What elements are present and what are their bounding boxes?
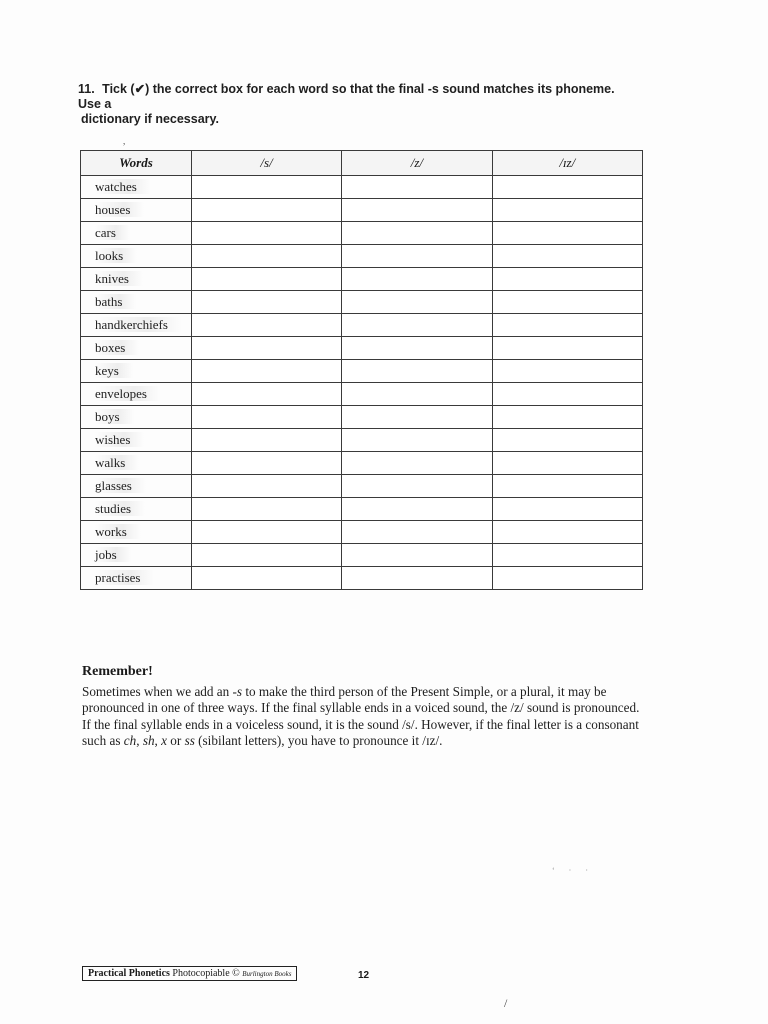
word-cell [81,314,192,337]
stray-mark: , [123,136,126,146]
footer-credit [82,966,297,981]
phoneme-table [80,150,643,590]
tick-box-iz[interactable] [492,176,642,199]
tick-box-z[interactable] [342,268,492,291]
word-label: boxes [95,340,139,355]
tick-box-s[interactable] [191,199,341,222]
tick-box-iz[interactable] [492,268,642,291]
word-label: wishes [95,432,144,447]
tick-box-z[interactable] [342,222,492,245]
word-label: knives [95,271,143,286]
remember-text-part: -s [232,684,243,699]
word-label: works [95,524,141,539]
tick-box-s[interactable] [191,245,341,268]
word-cell [81,268,192,291]
remember-text-part: or [167,733,185,749]
word-label: studies [95,501,145,516]
remember-text-part: ss [184,733,195,749]
tick-box-s[interactable] [191,521,341,544]
header-iz: /ɪz/ [492,151,642,176]
tick-box-s[interactable] [191,567,341,590]
word-label: baths [95,294,136,309]
tick-box-z[interactable] [342,291,492,314]
header-words: Words [81,151,192,176]
header-z: /z/ [342,151,492,176]
word-cell [81,222,192,245]
tick-box-iz[interactable] [492,567,642,590]
remember-text-part: to make the third person of the Present Simple, or a plural, it may be pronounced in one of three ways. If the final syllable ends in a voiced sound, the /z/ sound is pronounced. If the final syllable ends in a voiceless sound, it is the sound /s/. However, if the final letter is a consonant such as [82,684,640,749]
tick-box-s[interactable] [191,544,341,567]
table-row [81,406,643,429]
table-row [81,222,643,245]
word-label: glasses [95,478,146,493]
word-label: boys [95,409,134,424]
table-row [81,544,643,567]
tick-box-z[interactable] [342,406,492,429]
word-label: cars [95,225,130,240]
tick-box-s[interactable] [191,291,341,314]
tick-box-z[interactable] [342,314,492,337]
tick-box-z[interactable] [342,567,492,590]
tick-box-iz[interactable] [492,337,642,360]
remember-text-part: Sometimes when we add an [82,684,233,699]
tick-box-z[interactable] [342,475,492,498]
word-cell [81,383,192,406]
tick-box-s[interactable] [191,268,341,291]
tick-box-s[interactable] [191,314,341,337]
tick-box-z[interactable] [342,452,492,475]
exercise-instruction [78,82,638,127]
table-row [81,475,643,498]
remember-text-part: x [161,733,167,749]
table-row [81,268,643,291]
tick-box-s[interactable] [191,452,341,475]
tick-box-z[interactable] [342,383,492,406]
table-row [81,452,643,475]
word-cell [81,406,192,429]
scan-specks: ‘ · · [552,866,594,875]
tick-box-s[interactable] [191,498,341,521]
word-label: handkerchiefs [95,317,182,332]
header-s: /s/ [191,151,341,176]
word-cell [81,199,192,222]
tick-box-z[interactable] [342,337,492,360]
table-body [81,176,643,590]
word-cell [81,498,192,521]
tick-box-iz[interactable] [492,452,642,475]
footer-publisher: Burlington Books [242,970,292,978]
word-cell [81,337,192,360]
remember-title: Remember! [82,664,153,679]
tick-box-iz[interactable] [492,383,642,406]
remember-text-part: sh [142,733,155,749]
tick-box-z[interactable] [342,498,492,521]
stray-mark-bottom: / [504,996,508,1010]
word-label: practises [95,570,154,585]
tick-box-iz[interactable] [492,498,642,521]
table-row [81,567,643,590]
tick-box-s[interactable] [191,222,341,245]
remember-box [82,664,642,750]
remember-text [82,684,642,750]
tick-box-z[interactable] [342,199,492,222]
tick-box-iz[interactable] [492,314,642,337]
footer-title: Practical Phonetics [88,968,170,979]
word-label: looks [95,248,137,263]
table-row [81,199,643,222]
table-row [81,429,643,452]
word-label: walks [95,455,139,470]
word-label: keys [95,363,133,378]
word-cell [81,176,192,199]
tick-box-z[interactable] [342,360,492,383]
word-label: houses [95,202,144,217]
tick-box-z[interactable] [342,521,492,544]
tick-box-iz[interactable] [492,245,642,268]
tick-box-s[interactable] [191,475,341,498]
tick-box-iz[interactable] [492,199,642,222]
remember-text-part: (sibilant letters), you have to pronounce it /ɪz/. [194,733,443,749]
word-cell [81,360,192,383]
tick-box-iz[interactable] [492,291,642,314]
tick-box-iz[interactable] [492,406,642,429]
tick-box-iz[interactable] [492,521,642,544]
word-cell [81,452,192,475]
word-cell [81,544,192,567]
table-row [81,314,643,337]
word-label: jobs [95,547,131,562]
tick-box-s[interactable] [191,360,341,383]
instruction-line-1: Tick (✔) the correct box for each word so that the final -s sound matches its phoneme. Use a [78,82,615,111]
table-row [81,337,643,360]
remember-text-part: , [136,733,143,749]
word-cell [81,429,192,452]
table-row [81,498,643,521]
table-row [81,521,643,544]
table-row [81,176,643,199]
tick-box-s[interactable] [191,176,341,199]
tick-box-z[interactable] [342,245,492,268]
tick-box-iz[interactable] [492,544,642,567]
exercise-number: 11. [78,82,95,96]
word-cell [81,521,192,544]
word-label: watches [95,179,151,194]
page-number: 12 [358,970,370,981]
tick-box-z[interactable] [342,176,492,199]
tick-box-iz[interactable] [492,475,642,498]
tick-box-z[interactable] [342,544,492,567]
tick-box-s[interactable] [191,337,341,360]
instruction-line-2: dictionary if necessary. [81,112,220,126]
word-label: envelopes [95,386,161,401]
table-row [81,360,643,383]
word-cell [81,245,192,268]
tick-box-s[interactable] [191,406,341,429]
word-cell [81,475,192,498]
remember-text-part: , [154,733,162,749]
table-row [81,291,643,314]
tick-box-iz[interactable] [492,360,642,383]
tick-box-s[interactable] [191,429,341,452]
table-row [81,383,643,406]
tick-box-s[interactable] [191,383,341,406]
remember-text-part: ch [123,733,137,749]
tick-box-z[interactable] [342,429,492,452]
footer-copy: Photocopiable © [172,968,240,979]
word-cell [81,567,192,590]
table-header-row [81,151,643,176]
tick-box-iz[interactable] [492,222,642,245]
tick-box-iz[interactable] [492,429,642,452]
word-cell [81,291,192,314]
table-row [81,245,643,268]
